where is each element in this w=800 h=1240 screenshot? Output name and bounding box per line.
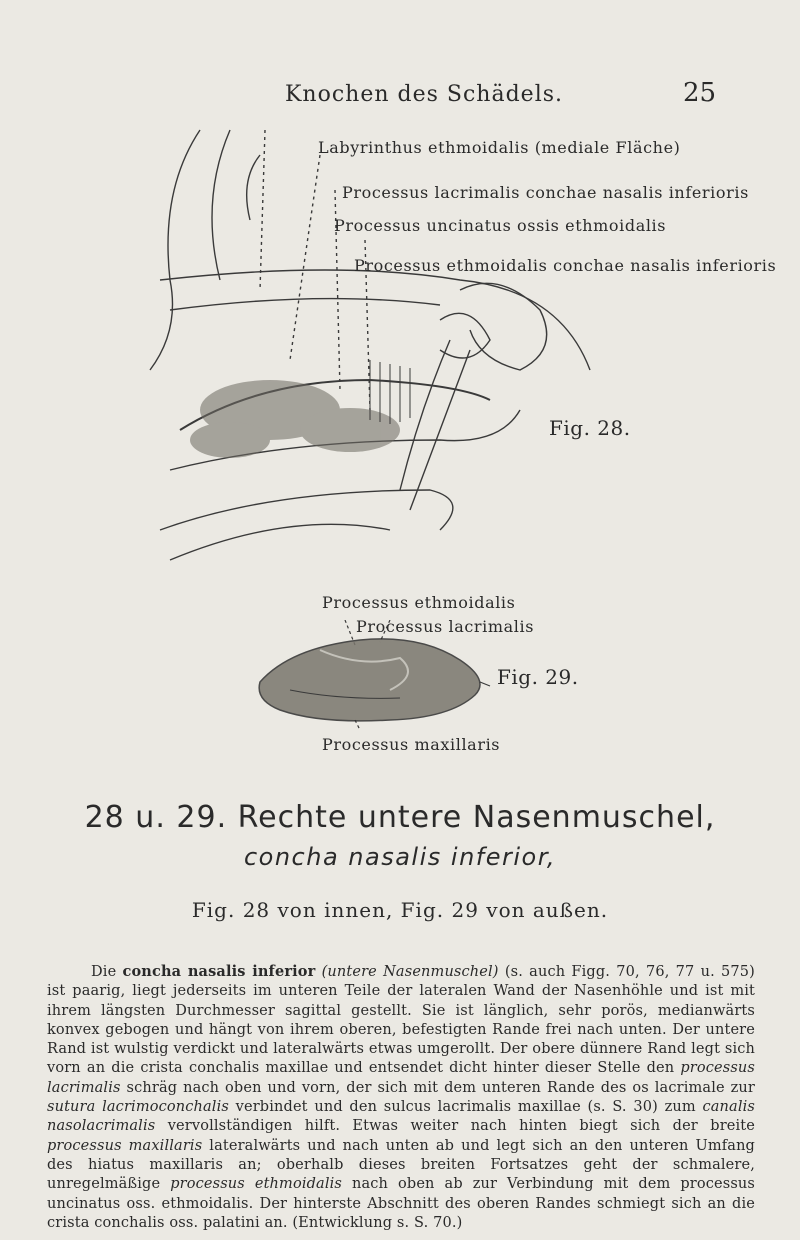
body-text-1: (s. auch Figg. 70, 76, 77 u. 575) ist paarig, liegt jederseits im unteren Teile der lateralen Wand der Nasenhöhle und ist mit ihrem längsten Durchmesser sagittal gestellt. Sie ist länglich, sehr porös, medianwärts konvex gebogen und hängt von ihrem oberen, befestigten Rande frei nach unten. Der untere Rand ist wulstig verdickt und lateralwärts etwas umgerollt. Der obere dünnere Rand legt sich vorn an die crista conchalis maxillae und entsendet dicht hinter dieser Stelle den [47, 964, 755, 1077]
fig29-tag: Fig. 29. [497, 665, 579, 689]
term-processus-ethmoidalis: processus ethmoidalis [170, 1176, 343, 1193]
plate-heading: 28 u. 29. Rechte untere Nasenmuschel, [84, 800, 716, 835]
lead-term: Die [91, 964, 117, 980]
term-untere-nasenmuschel: (untere Nasenmuschel) [321, 964, 499, 980]
term-concha: concha nasalis inferior [122, 963, 316, 980]
term-canalis: canalis nasolacrimalis [47, 1099, 755, 1135]
running-title: Knochen des Schädels. [285, 82, 564, 107]
fig29-label-processus-lacrimalis: Processus lacrimalis [356, 617, 535, 636]
plate-caption: Fig. 28 von innen, Fig. 29 von außen. [191, 898, 609, 922]
fig28-tag: Fig. 28. [549, 416, 631, 440]
term-sutura: sutura lacrimoconchalis [47, 1099, 229, 1116]
term-processus-maxillaris: processus maxillaris [47, 1137, 203, 1154]
fig29-label-processus-maxillaris: Processus maxillaris [322, 735, 501, 754]
page-number: 25 [683, 78, 717, 108]
body-text-4: vervollständigen hilft. Etwas weiter nach hinten biegt sich der breite [167, 1118, 755, 1135]
plate-subheading: concha nasalis inferior, [243, 843, 557, 871]
figure-28-illustration [140, 110, 610, 580]
body-text-3: verbindet und den sulcus lacrimalis maxillae (s. S. 30) zum [235, 1099, 696, 1116]
figure-29-illustration [250, 620, 510, 730]
fig28-label-labyrinthus: Labyrinthus ethmoidalis (mediale Fläche) [318, 138, 681, 157]
fig28-label-processus-uncinatus: Processus uncinatus ossis ethmoidalis [334, 216, 667, 235]
fig29-label-processus-ethmoidalis: Processus ethmoidalis [322, 593, 516, 612]
body-text-6: nach oben ab zur Verbindung mit dem processus uncinatus oss. ethmoidalis. Der hinterste Abschnitt des oberen Randes schmiegt sich an die crista conchalis oss. palatini an. (Entwicklung s. S. 70.) [47, 1176, 756, 1231]
fig28-label-processus-lacrimalis: Processus lacrimalis conchae nasalis inferioris [342, 183, 749, 202]
term-processus-lacrimalis: processus lacrimalis [47, 1060, 755, 1096]
body-text-2: schräg nach oben und vorn, der sich mit dem unteren Rande des os lacrimale zur [126, 1079, 755, 1096]
fig28-label-processus-ethmoidalis: Processus ethmoidalis conchae nasalis inferioris [354, 256, 777, 275]
body-text-5: lateralwärts und nach unten ab und legt sich an den unteren Umfang des hiatus maxillaris an; oberhalb dieses breiten Fortsatzes geht der schmalere, unregelmäßige [47, 1137, 755, 1193]
body-paragraph [47, 962, 755, 1233]
